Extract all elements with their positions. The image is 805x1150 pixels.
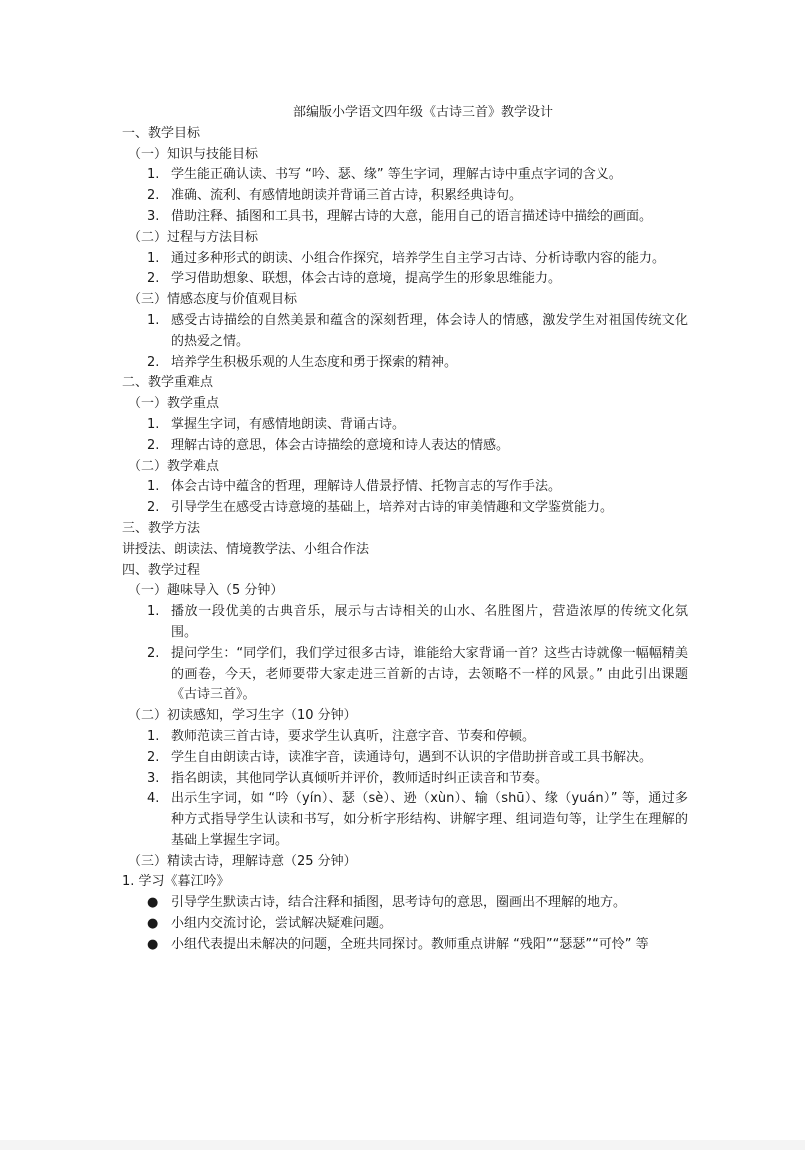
list-item: 1. 掌握生字词，有感情地朗读、背诵古诗。 — [147, 416, 406, 432]
section-heading: 二、教学重难点 — [122, 375, 214, 391]
subsection-heading: （一）教学重点 — [128, 396, 220, 412]
list-item: 2. 学生自由朗读古诗，读准字音，读通诗句，遇到不认识的字借助拼音或工具书解决。 — [147, 749, 653, 765]
list-item: ● 小组代表提出未解决的问题，全班共同探讨。教师重点讲解 “残阳”“瑟瑟”“可怜” 等 — [122, 935, 688, 956]
numbered-list — [122, 602, 688, 706]
bullet-icon: ● — [147, 895, 159, 911]
section-heading: 三、教学方法 — [122, 520, 201, 536]
numbered-list — [122, 727, 688, 852]
page-title: 部编版小学语文四年级《古诗三首》教学设计 — [292, 105, 553, 120]
list-item: 3. 借助注释、插图和工具书，理解古诗的大意，能用自己的语言描述诗中描绘的画面。 — [147, 208, 653, 224]
list-item: 2. 理解古诗的意思，体会古诗描绘的意境和诗人表达的情感。 — [147, 437, 510, 453]
subsection-heading: （二）初读感知，学习生字（10 分钟） — [128, 708, 357, 724]
subsection-heading: （二）教学难点 — [128, 458, 220, 474]
list-item: 1. 播放一段优美的古典音乐，展示与古诗相关的山水、名胜图片，营造浓厚的传统文化氛围。 — [147, 604, 688, 640]
list-item: 4. 出示生字词，如 “吟（yín）、瑟（sè）、逊（xùn）、输（shū）、缘（yuán）” 等，通过多种方式指导学生认读和书写，如分析字形结构、讲解字理、组词造句等，让学生在理解的基础上掌握生字词。 — [147, 791, 688, 848]
numbered-list — [122, 165, 688, 227]
list-item: 2. 培养学生积极乐观的人生态度和勇于探索的精神。 — [147, 354, 458, 370]
numbered-list — [122, 249, 688, 291]
subsection-heading: （二）过程与方法目标 — [128, 229, 259, 245]
list-item: 2. 引导学生在感受古诗意境的基础上，培养对古诗的审美情趣和文学鉴赏能力。 — [147, 500, 614, 516]
section-heading: 四、教学过程 — [122, 562, 201, 578]
document-body — [122, 103, 688, 956]
list-item: 1. 学生能正确认读、书写 “吟、瑟、缘” 等生字词，理解古诗中重点字词的含义。 — [147, 167, 622, 183]
numbered-list — [122, 477, 688, 519]
numbered-list — [122, 311, 688, 373]
list-item: 2. 准确、流利、有感情地朗读并背诵三首古诗，积累经典诗句。 — [147, 188, 523, 204]
numbered-list — [122, 415, 688, 457]
list-item: ● 引导学生默读古诗，结合注释和插图，思考诗句的意思，圈画出不理解的地方。 — [122, 893, 688, 914]
list-item: 1. 通过多种形式的朗读、小组合作探究，培养学生自主学习古诗、分析诗歌内容的能力。 — [147, 250, 666, 266]
list-item: 1. 教师范读三首古诗，要求学生认真听，注意字音、节奏和停顿。 — [147, 728, 536, 744]
sub-item-heading: 1. 学习《暮江吟》 — [122, 874, 230, 890]
list-item: 2. 提问学生：“同学们，我们学过很多古诗，谁能给大家背诵一首？这些古诗就像一幅幅精美的画卷，今天，老师要带大家走进三首新的古诗，去领略不一样的风景。” 由此引出课题《古诗三首》。 — [147, 645, 688, 703]
bullet-icon: ● — [147, 936, 159, 952]
list-item: ● 小组内交流讨论，尝试解决疑难问题。 — [122, 914, 688, 935]
section-heading: 一、教学目标 — [122, 125, 201, 141]
bullet-icon: ● — [147, 916, 159, 932]
paragraph: 讲授法、朗读法、情境教学法、小组合作法 — [122, 541, 370, 557]
list-item: 3. 指名朗读，其他同学认真倾听并评价，教师适时纠正读音和节奏。 — [147, 770, 549, 786]
list-item: 1. 体会古诗中蕴含的哲理，理解诗人借景抒情、托物言志的写作手法。 — [147, 479, 562, 495]
subsection-heading: （三）精读古诗，理解诗意（25 分钟） — [128, 853, 357, 869]
subsection-heading: （一）知识与技能目标 — [128, 146, 259, 162]
bullet-list — [122, 893, 688, 955]
list-item: 2. 学习借助想象、联想，体会古诗的意境，提高学生的形象思维能力。 — [147, 271, 562, 287]
list-item: 1. 感受古诗描绘的自然美景和蕴含的深刻哲理，体会诗人的情感，激发学生对祖国传统文化的热爱之情。 — [147, 312, 688, 349]
subsection-heading: （三）情感态度与价值观目标 — [128, 292, 298, 308]
subsection-heading: （一）趣味导入（5 分钟） — [128, 583, 284, 599]
